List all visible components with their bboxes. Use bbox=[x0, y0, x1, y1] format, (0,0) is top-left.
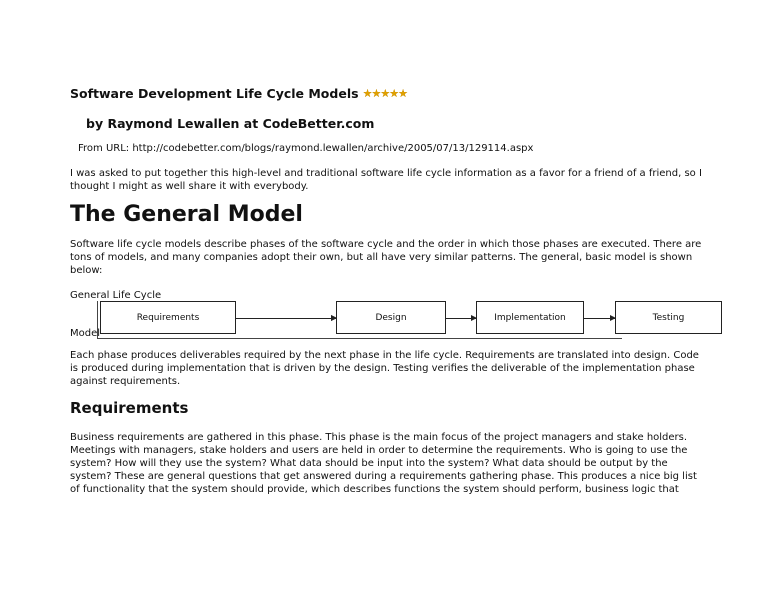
phase-design: Design bbox=[336, 301, 446, 334]
arrow-icon bbox=[446, 318, 476, 319]
title-text: Software Development Life Cycle Models bbox=[70, 86, 359, 101]
byline: by Raymond Lewallen at CodeBetter.com bbox=[86, 116, 375, 131]
star-icon: ★ bbox=[389, 87, 399, 100]
source-url[interactable]: From URL: http://codebetter.com/blogs/raymond.lewallen/archive/2005/07/13/129114.aspx bbox=[78, 143, 534, 154]
arrow-icon bbox=[584, 318, 615, 319]
intro-paragraph: I was asked to put together this high-level and traditional software life cycle information as a favor for a friend of a friend, so I thought I might as well share it with everybody. bbox=[70, 168, 702, 192]
general-model-paragraph: Software life cycle models describe phases of the software cycle and the order in which those phases are executed. There are tons of models, and many companies adopt their own, but all have very similar patterns. The general, basic model is shown below: bbox=[70, 239, 702, 276]
figure-label-top: General Life Cycle bbox=[70, 290, 162, 301]
section-heading-requirements: Requirements bbox=[70, 399, 189, 417]
section-heading-general-model: The General Model bbox=[70, 202, 303, 227]
star-icon: ★ bbox=[398, 87, 407, 100]
phase-testing: Testing bbox=[615, 301, 722, 334]
star-icon: ★ bbox=[380, 87, 390, 100]
document-title bbox=[70, 86, 407, 101]
figure-label-bottom: Model bbox=[70, 328, 101, 339]
phase-requirements: Requirements bbox=[100, 301, 236, 334]
requirements-paragraph: Business requirements are gathered in this phase. This phase is the main focus of the project managers and stake holders. Meetings with managers, stake holders and users are held in order to determine the requirements. Who is going to use the system? How will they use the system? What data should be input into the system? What data should be output by the system? These are general questions that get answered during a requirements gathering phase. This produces a nice big list of functionality that the system should provide, which describes functions the system should perform, business logic that bbox=[70, 432, 697, 495]
life-cycle-diagram bbox=[97, 301, 685, 339]
star-icon: ★ bbox=[371, 87, 381, 100]
phase-implementation: Implementation bbox=[476, 301, 584, 334]
general-model-summary: Each phase produces deliverables required by the next phase in the life cycle. Requirements are translated into design. Code is produced during implementation that is driven by the design. Testing verifies the deliverable of the implementation phase against requirements. bbox=[70, 350, 699, 387]
rating-stars bbox=[363, 87, 407, 100]
star-icon: ★ bbox=[362, 87, 372, 100]
arrow-icon bbox=[276, 318, 336, 319]
